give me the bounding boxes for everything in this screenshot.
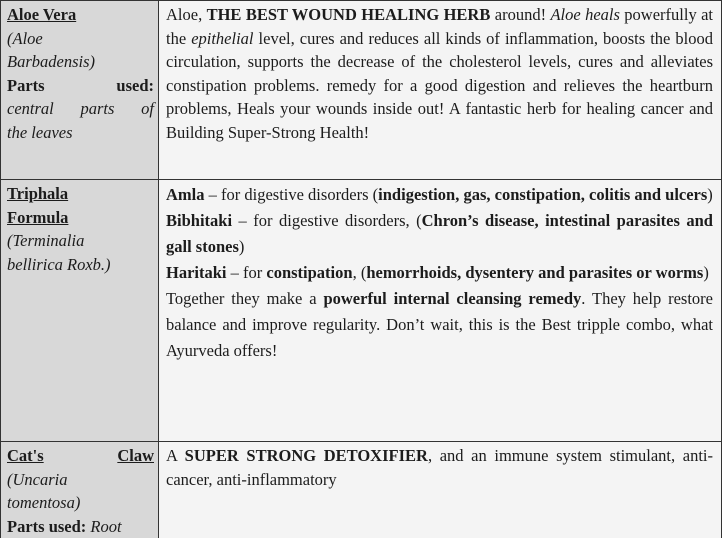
latin-name: bellirica Roxb.): [7, 255, 111, 274]
herb-name-cell: [1, 180, 159, 442]
herb-description: [159, 180, 722, 442]
latin-name: (Uncaria: [7, 470, 68, 489]
parts-used-value: the leaves: [7, 123, 73, 142]
herb-name-cell: [1, 1, 159, 180]
triphala-entry-bibhitaki: Bibhitaki – for digestive disorders, (Chron’s disease, intestinal parasites and gall stones): [166, 208, 713, 260]
latin-name: tomentosa): [7, 493, 80, 512]
herb-name: Cat's Claw: [7, 444, 154, 468]
parts-used-value: Root: [90, 517, 121, 536]
herb-name: Triphala: [7, 184, 68, 203]
latin-name: (Aloe: [7, 29, 43, 48]
table-row: [1, 1, 722, 180]
table-row: [1, 180, 722, 442]
table-row: [1, 442, 722, 538]
parts-used-label: Parts used:: [7, 517, 86, 536]
triphala-entry-haritaki: Haritaki – for constipation, (hemorrhoids, dysentery and parasites or worms): [166, 260, 713, 286]
herb-description: Aloe, THE BEST WOUND HEALING HERB around! Aloe heals powerfully at the epithelial level, cures and reduces all kinds of inflammation, boosts the blood circulation, supports the decrease of the cholesterol levels, cures and alleviates constipation problems. remedy for a good digestion and relieves the heartburn problems, Heals your wounds inside out! A fantastic herb for healing cancer and Building Super-Strong Health!: [159, 1, 722, 180]
herb-description: A SUPER STRONG DETOXIFIER, and an immune system stimulant, anti-cancer, anti-inflammatory: [159, 442, 722, 538]
parts-used-label: Parts used:: [7, 74, 154, 98]
herb-name: Formula: [7, 208, 68, 227]
triphala-entry-amla: Amla – for digestive disorders (indigestion, gas, constipation, colitis and ulcers): [166, 182, 713, 208]
parts-used-value: central parts of: [7, 97, 154, 121]
herb-name-cell: [1, 442, 159, 538]
latin-name: (Terminalia: [7, 231, 84, 250]
latin-name: Barbadensis): [7, 52, 95, 71]
herb-name: Aloe Vera: [7, 5, 76, 24]
triphala-summary: Together they make a powerful internal cleansing remedy. They help restore balance and improve regularity. Don’t wait, this is the Best tripple combo, what Ayurveda offers!: [166, 286, 713, 364]
